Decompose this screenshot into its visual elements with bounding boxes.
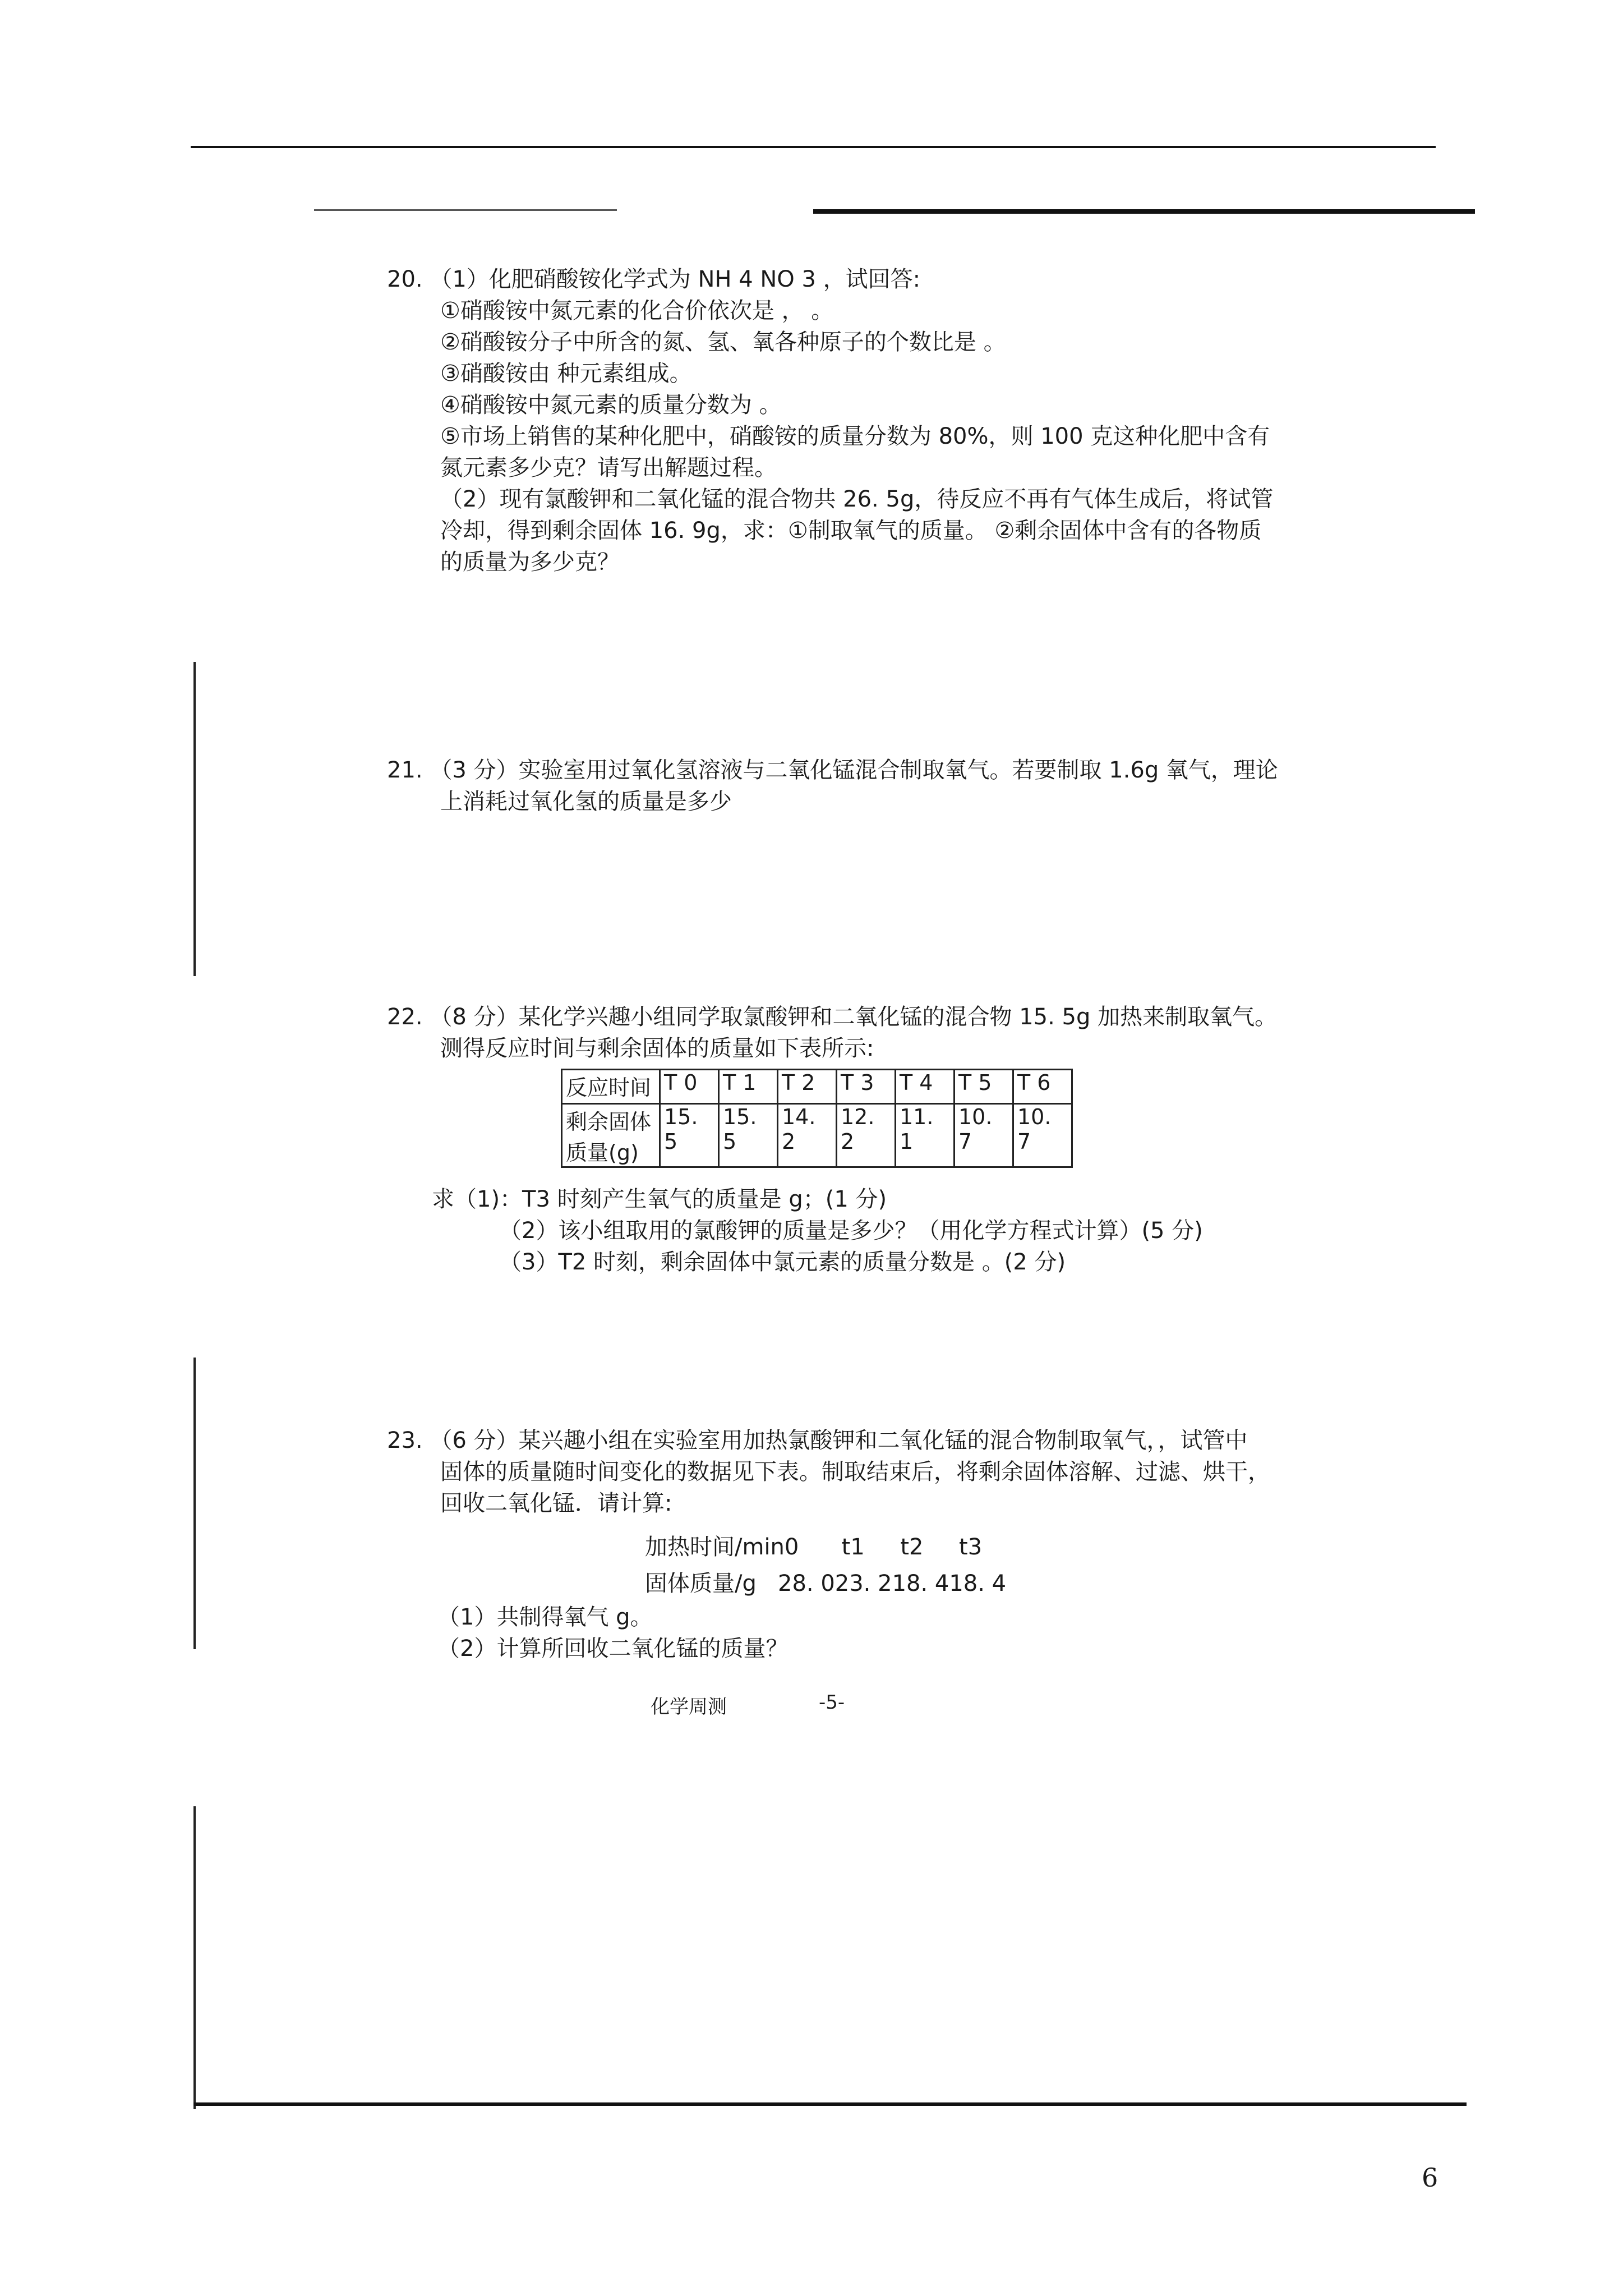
q20-line-8: （2）现有氯酸钾和二氧化锰的混合物共 26. 5g，待反应不再有气体生成后，将试管 — [440, 486, 1274, 512]
q23-line-2: 固体的质量随时间变化的数据见下表。制取结束后，将剩余固体溶解、过滤、烘干， — [440, 1459, 1270, 1485]
q20-line-7: 氮元素多少克？请写出解题过程。 — [440, 455, 777, 481]
mass-cell: 10. 7 — [1013, 1104, 1072, 1167]
margin-bar-1 — [193, 662, 196, 976]
mass-cell: 10. 7 — [955, 1104, 1013, 1167]
margin-bar-3 — [193, 1806, 196, 2109]
q22-sub-3: （3）T2 时刻，剩余固体中氯元素的质量分数是 。(2 分) — [499, 1249, 1066, 1275]
reaction-time-table — [561, 1069, 1073, 1168]
mass-label-line-1: 剩余固体 — [566, 1110, 652, 1134]
q22-line-2: 测得反应时间与剩余固体的质量如下表所示: — [440, 1036, 874, 1061]
q20-line-9: 冷却，得到剩余固体 16. 9g，求：①制取氧气的质量。 ②剩余固体中含有的各物质 — [440, 518, 1262, 544]
q23-sub-1: （1）共制得氧气 g。 — [437, 1604, 653, 1630]
q20-line-2: ①硝酸铵中氮元素的化合价依次是 ， 。 — [440, 298, 834, 324]
time-cell: T 6 — [1013, 1070, 1072, 1104]
q21-line-1: 21. （3 分）实验室用过氧化氢溶液与二氧化锰混合制取氧气。若要制取 1.6g 氧气，理论 — [387, 757, 1278, 783]
q20-line-5: ④硝酸铵中氮元素的质量分数为 。 — [440, 392, 782, 418]
time-cell: T 1 — [719, 1070, 778, 1104]
q22-sub-1: 求（1)：T3 时刻产生氧气的质量是 g；(1 分) — [432, 1186, 887, 1212]
table-row — [562, 1070, 1072, 1104]
q22-sub-2: （2）该小组取用的氯酸钾的质量是多少？（用化学方程式计算）(5 分) — [499, 1218, 1203, 1244]
mass-label-line-2: 质量(g) — [566, 1140, 639, 1165]
footer-label: 化学周测 — [651, 1696, 727, 1718]
q20-line-3: ②硝酸铵分子中所含的氮、氢、氧各种原子的个数比是 。 — [440, 329, 1006, 355]
header-rule-right — [813, 209, 1475, 214]
margin-bar-2 — [193, 1358, 196, 1649]
q20-line-4: ③硝酸铵由 种元素组成。 — [440, 361, 692, 386]
question-23-subparts — [437, 1602, 1335, 1664]
q23-sub-2: （2）计算所回收二氧化锰的质量？ — [437, 1636, 789, 1662]
time-cell: T 3 — [837, 1070, 896, 1104]
q23-line-3: 回收二氧化锰．请计算: — [440, 1490, 672, 1516]
question-20 — [387, 264, 1284, 578]
time-cell: T 5 — [955, 1070, 1013, 1104]
q20-line-10: 的质量为多少克？ — [440, 549, 620, 575]
time-cell: T 2 — [778, 1070, 837, 1104]
top-rule — [191, 146, 1436, 148]
q20-line-6: ⑤市场上销售的某种化肥中，硝酸铵的质量分数为 80%，则 100 克这种化肥中含有 — [440, 424, 1270, 449]
bottom-rule — [193, 2102, 1467, 2106]
table-row — [562, 1104, 1072, 1167]
header-rule-left — [314, 209, 617, 211]
footer-page: -5- — [819, 1691, 845, 1714]
mass-cell: 11. 1 — [896, 1104, 955, 1167]
question-23 — [387, 1425, 1284, 1519]
time-cell: T 4 — [896, 1070, 955, 1104]
q22-line-1: 22. （8 分）某化学兴趣小组同学取氯酸钾和二氧化锰的混合物 15. 5g 加热来制取氧气。 — [387, 1004, 1278, 1030]
q21-line-2: 上消耗过氧化氢的质量是多少 — [440, 789, 732, 815]
mass-cell: 14. 2 — [778, 1104, 837, 1167]
question-21 — [387, 754, 1284, 817]
question-22 — [387, 1001, 1284, 1064]
table-header-cell: 反应时间 — [562, 1070, 660, 1104]
mass-cell: 15. 5 — [719, 1104, 778, 1167]
table-header-cell — [562, 1104, 660, 1167]
mass-cell: 15. 5 — [660, 1104, 719, 1167]
mass-cell: 12. 2 — [837, 1104, 896, 1167]
time-cell: T 0 — [660, 1070, 719, 1104]
q23-table-row-2: 固体质量/g 28. 023. 218. 418. 4 — [645, 1571, 1007, 1596]
question-22-subparts — [432, 1184, 1329, 1278]
q23-table-row-1: 加热时间/min0 t1 t2 t3 — [645, 1534, 983, 1560]
page-number: 6 — [1422, 2162, 1438, 2193]
q20-line-1: 20. （1）化肥硝酸铵化学式为 NH 4 NO 3 ，试回答: — [387, 266, 921, 292]
q23-line-1: 23. （6 分）某兴趣小组在实验室用加热氯酸钾和二氧化锰的混合物制取氧气，，试管中 — [387, 1428, 1248, 1453]
